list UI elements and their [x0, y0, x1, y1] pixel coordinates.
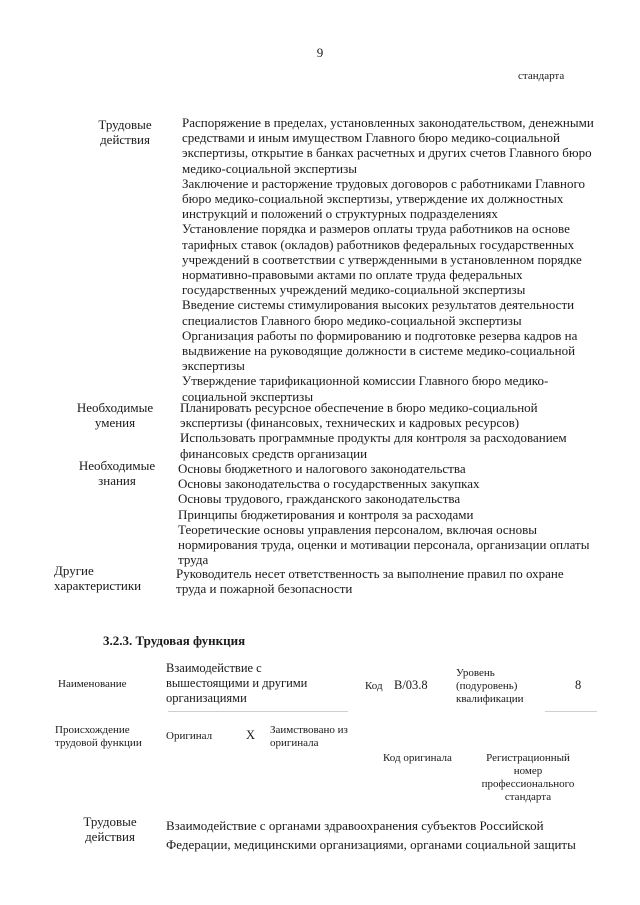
original-label: Оригинал [166, 730, 213, 742]
original-code-label: Код оригинала [383, 752, 452, 764]
list-item: Руководитель несет ответственность за выполнение правил по охране труда и пожарной безопасности [176, 566, 564, 597]
list-item: Введение системы стимулирования высоких результатов деятельности специалистов Главного бюро медико-социальной экспертизы [182, 297, 575, 328]
section-heading: 3.2.3. Трудовая функция [103, 633, 246, 648]
list-item: Теоретические основы управления персоналом, включая основы нормирования труда, оценки и мотивации персонала, организации оплаты труда [178, 521, 590, 568]
knowledge-list [178, 461, 590, 567]
bottom-section-label: Трудовые действия [83, 814, 137, 844]
list-item: Принципы бюджетирования и контроля за расходами [178, 506, 474, 522]
function-name-value: Взаимодействие с вышестоящими и другими организациями [166, 661, 308, 705]
qualification-level-label: Уровень (подуровень) квалификации [456, 667, 524, 705]
skills-list [180, 400, 580, 461]
list-item: Утверждение тарификационной комиссии Главного бюро медико-социальной экспертизы [182, 373, 549, 404]
code-value: B/03.8 [394, 678, 428, 692]
name-label: Наименование [58, 678, 127, 690]
list-item: Основы бюджетного и налогового законодательства [178, 461, 466, 476]
list-item: Установление порядка и размеров оплаты труда работников на основе тарифных ставок (окладов) работников федеральных государственных учреждений в соответствии с утвержденными в установленном порядке нормативно-правовыми актами по оплате труда федеральных государственных учреждений медико-социальной экспертизы [182, 221, 582, 298]
page-number: 9 [316, 45, 324, 60]
list-item: Использовать программные продукты для контроля за расходованием финансовых средств организации [180, 430, 567, 461]
bottom-section-text: Взаимодействие с органами здравоохранения субъектов Российской Федерации, медицинскими организациями, органами социальной защиты [166, 818, 576, 852]
list-item: Заключение и расторжение трудовых договоров с работниками Главного бюро медико-социальной экспертизы, утверждение их должностных инструкций и положений о структурных подразделениях [182, 175, 586, 222]
section-label-other: Другие характеристики [54, 563, 142, 593]
section-label-knowledge: Необходимые знания [78, 458, 156, 488]
code-label: Код [365, 680, 383, 692]
previous-table-tail: стандарта [518, 70, 565, 82]
section-label-labor-actions: Трудовые действия [98, 117, 152, 147]
list-item: Распоряжение в пределах, установленных законодательством, денежными средствами и иным имуществом Главного бюро медико-социальной экспертизы, открытие в банках расчетных и других счетов Главного бюро медико-социальной экспертизы [182, 115, 594, 176]
list-item: Организация работы по формированию и подготовке резерва кадров на выдвижение на руководящие должности в системе медико-социальной экспертизы [182, 327, 578, 374]
section-label-skills: Необходимые умения [76, 400, 154, 430]
other-list [176, 566, 576, 596]
origin-label: Происхождение трудовой функции [55, 724, 142, 749]
original-mark: X [246, 728, 256, 742]
registration-number-label: Регистрационный номер профессионального стандарта [481, 752, 575, 803]
divider [168, 711, 348, 712]
list-item: Основы трудового, гражданского законодательства [178, 491, 461, 507]
labor-actions-list [182, 115, 602, 404]
list-item: Основы законодательства о государственных закупках [178, 476, 480, 492]
list-item: Планировать ресурсное обеспечение в бюро медико-социальной экспертизы (финансовых, технических и кадровых ресурсов) [180, 400, 538, 431]
qualification-level-value: 8 [575, 678, 582, 692]
borrowed-label: Заимствовано из оригинала [270, 724, 348, 749]
divider [545, 711, 597, 712]
